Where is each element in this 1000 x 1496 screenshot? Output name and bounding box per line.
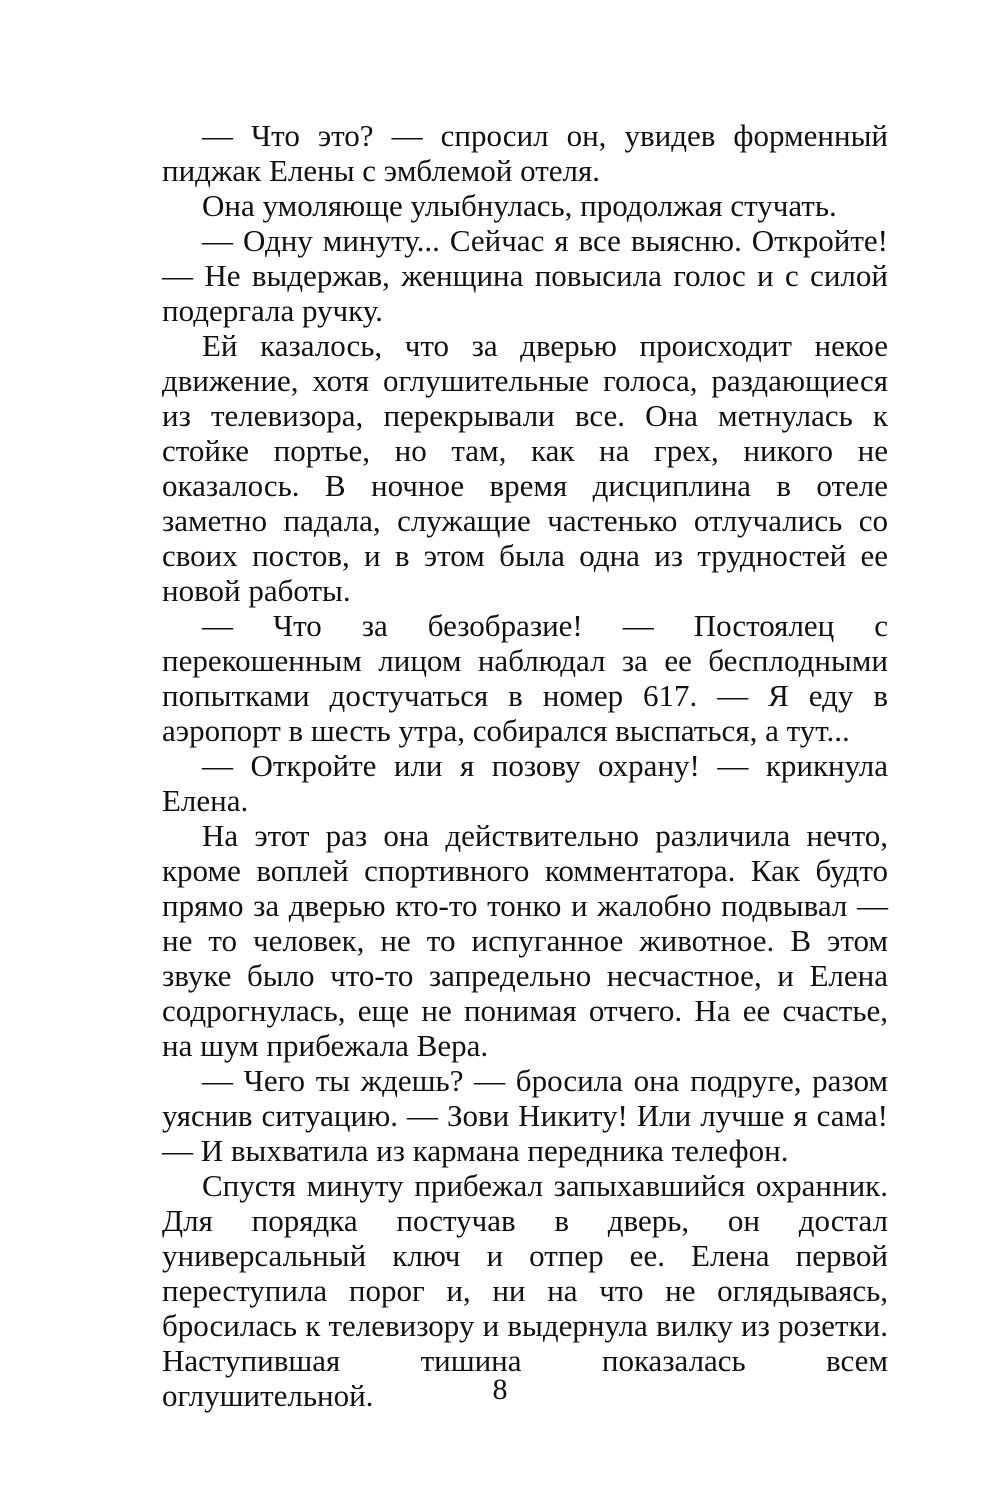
- paragraph-6: — Откройте или я позову охрану! — крикнула Елена.: [162, 748, 888, 818]
- paragraph-9: Спустя минуту прибежал запыхавшийся охранник. Для порядка постучав в дверь, он достал универсальный ключ и отпер ее. Елена первой переступила порог и, ни на что не оглядываясь, бросилась к телевизору и выдернула вилку из розетки. Наступившая тишина показалась всем оглушительной.: [162, 1168, 888, 1413]
- page-number: 8: [492, 1373, 508, 1406]
- paragraph-2: Она умоляюще улыбнулась, продолжая стучать.: [202, 188, 837, 223]
- paragraph-4: Ей казалось, что за дверью происходит некое движение, хотя оглушительные голоса, раздающиеся из телевизора, перекрывали все. Она метнулась к стойке портье, но там, как на грех, никого не оказалось. В ночное время дисциплина в отеле заметно падала, служащие частенько отлучались со своих постов, и в этом была одна из трудностей ее новой работы.: [162, 328, 888, 608]
- paragraph-7: На этот раз она действительно различила нечто, кроме воплей спортивного комментатора. Как будто прямо за дверью кто-то тонко и жалобно подвывал — не то человек, не то испуганное животное. В этом звуке было что-то запредельно несчастное, и Елена содрогнулась, еще не понимая отчего. На ее счастье, на шум прибежала Вера.: [162, 818, 888, 1063]
- text-body: [162, 118, 888, 1413]
- paragraph-8: — Чего ты ждешь? — бросила она подруге, разом уяснив ситуацию. — Зови Никиту! Или лучше я сама! — И выхватила из кармана передника телефон.: [162, 1063, 888, 1168]
- paragraph-3: — Одну минуту... Сейчас я все выясню. Откройте! — Не выдержав, женщина повысила голос и с силой подергала ручку.: [162, 223, 888, 328]
- paragraph-5: — Что за безобразие! — Постоялец с перекошенным лицом наблюдал за ее бесплодными попытками достучаться в номер 617. — Я еду в аэропорт в шесть утра, собирался выспаться, а тут...: [162, 608, 888, 748]
- paragraph-1: — Что это? — спросил он, увидев форменный пиджак Елены с эмблемой отеля.: [162, 118, 888, 188]
